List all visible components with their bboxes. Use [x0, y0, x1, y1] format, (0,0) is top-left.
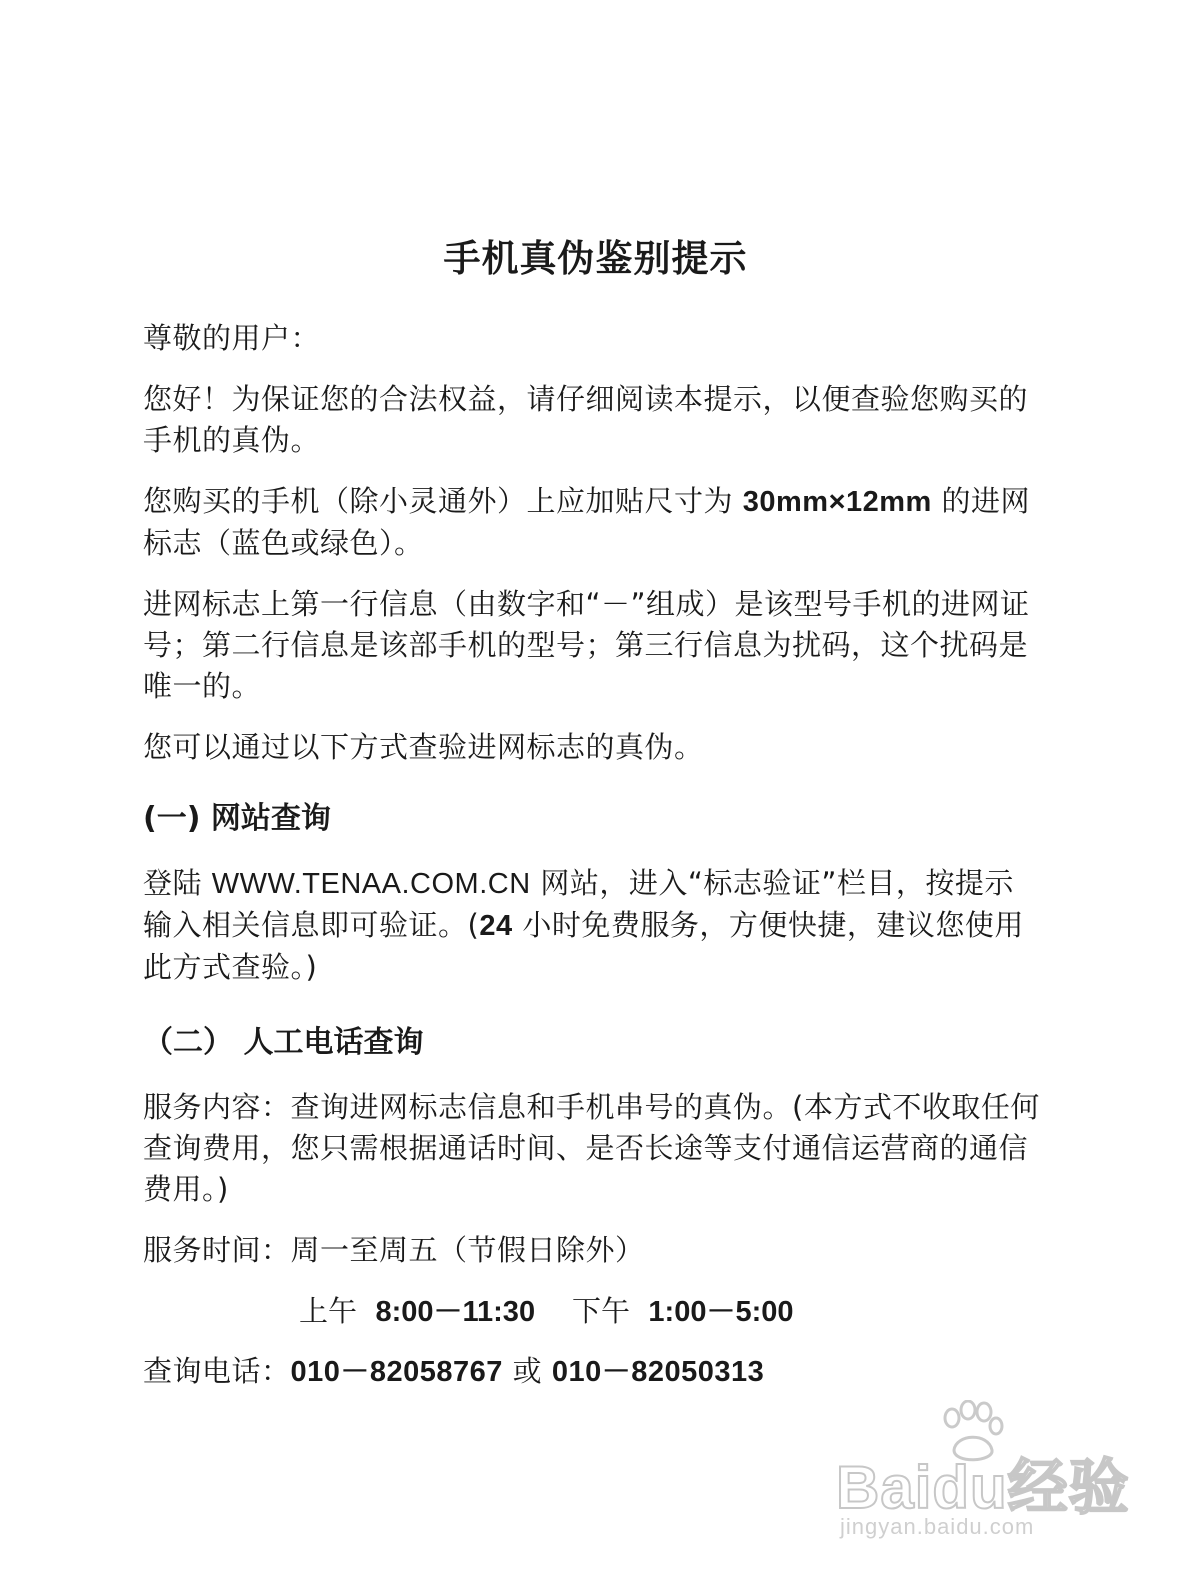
- document-title: 手机真伪鉴别提示: [443, 237, 748, 280]
- section-website-paragraph: [143, 863, 1043, 988]
- intro-paragraph: 您好！为保证您的合法权益，请仔细阅读本提示，以便查验您购买的手机的真伪。: [143, 382, 1029, 457]
- label-size-value: 30mm×12mm: [742, 486, 932, 518]
- website-text-pre: 登陆: [143, 866, 203, 900]
- phone-label: 查询电话：: [143, 1354, 291, 1388]
- baidu-jingyan-watermark: [836, 1400, 1130, 1550]
- phone-number-1: 010－82058767: [290, 1356, 503, 1388]
- section-website-heading: (一) 网站查询: [143, 801, 331, 836]
- section-phone-heading: （二） 人工电话查询: [143, 1025, 424, 1060]
- service-content-paragraph: 服务内容：查询进网标志信息和手机串号的真伪。(本方式不收取任何查询费用，您只需根据通话时间、是否长途等支付通信运营商的通信费用。): [143, 1090, 1040, 1206]
- service-time-paragraph: 服务时间：周一至周五（节假日除外）: [143, 1233, 645, 1267]
- am-hours: 8:00－11:30: [375, 1296, 536, 1328]
- watermark-brand: Baidu经验: [836, 1454, 1130, 1521]
- service-hours-line: [143, 1291, 1043, 1333]
- document-body: [143, 318, 1043, 1413]
- pm-label: 下午: [571, 1294, 630, 1328]
- label-size-text-pre: 您购买的手机（除小灵通外）上应加贴尺寸为: [143, 484, 734, 518]
- free-hours: 24: [479, 910, 513, 942]
- label-rows-paragraph: 进网标志上第一行信息（由数字和“－”组成）是该型号手机的进网证号；第二行信息是该部手机的型号；第三行信息为扰码，这个扰码是唯一的。: [143, 587, 1030, 703]
- label-size-text-post: 的进网标志（蓝色或绿色）。: [143, 484, 1031, 560]
- greeting: 尊敬的用户：: [143, 321, 321, 355]
- website-text-mid: 网站，进入“标志验证”栏目，按提示输入相关信息即可验证。(: [143, 866, 1014, 942]
- watermark-url: jingyan.baidu.com: [840, 1514, 1035, 1539]
- phone-paragraph: [143, 1351, 1043, 1393]
- website-text-post: 小时免费服务，方便快捷，建议您使用此方式查验。): [143, 908, 1024, 984]
- am-label: 上午: [299, 1294, 358, 1328]
- verify-intro-paragraph: 您可以通过以下方式查验进网标志的真伪。: [143, 730, 704, 764]
- label-size-paragraph: [143, 481, 1043, 564]
- website-link[interactable]: WWW.TENAA.COM.CN: [211, 868, 531, 900]
- pm-hours: 1:00－5:00: [648, 1296, 794, 1328]
- phone-or: 或: [512, 1354, 543, 1388]
- phone-number-2: 010－82050313: [551, 1356, 765, 1388]
